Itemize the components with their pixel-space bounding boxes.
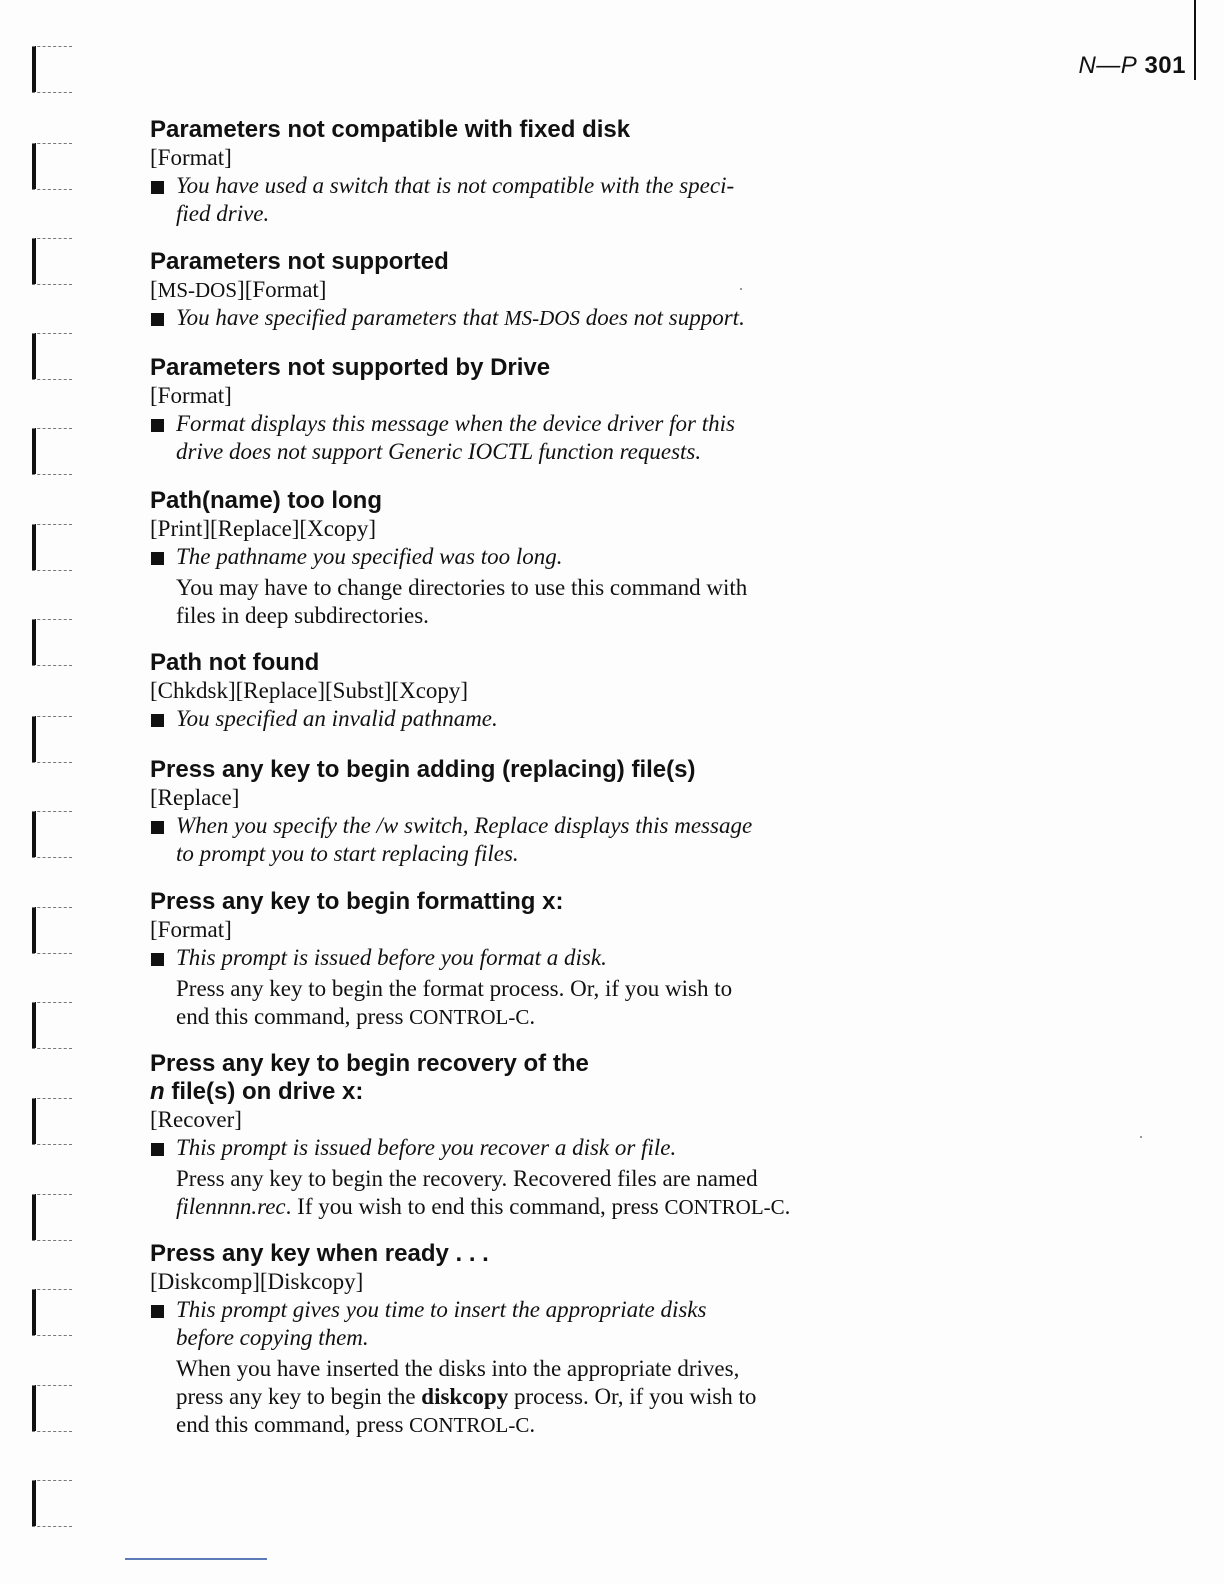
message-entry xyxy=(150,354,910,466)
message-commands: [MS-DOS][Format] xyxy=(150,277,327,302)
message-title-line2: n file(s) on drive x: xyxy=(150,1078,364,1105)
binder-mark xyxy=(28,333,76,383)
message-title: Press any key to begin adding (replacing) file(s) xyxy=(150,756,696,783)
binder-mark xyxy=(28,238,76,288)
binder-mark xyxy=(28,1385,76,1435)
page-number: 301 xyxy=(1144,52,1186,79)
binder-mark xyxy=(28,143,76,193)
binder-mark xyxy=(28,524,76,574)
message-description: This prompt is issued before you recover a disk or file. xyxy=(150,1134,910,1162)
binder-mark xyxy=(28,907,76,957)
message-commands: [Format] xyxy=(150,145,232,170)
speck xyxy=(1140,1136,1142,1138)
message-title: Parameters not compatible with fixed disk xyxy=(150,116,631,143)
message-commands: [Diskcomp][Diskcopy] xyxy=(150,1269,364,1294)
message-title: Path not found xyxy=(150,649,320,676)
bullet-square-icon xyxy=(151,552,164,565)
binder-mark xyxy=(28,1289,76,1339)
message-commands: [Recover] xyxy=(150,1107,242,1132)
binder-mark xyxy=(28,1194,76,1244)
message-description: The pathname you specified was too long. xyxy=(150,543,910,571)
bullet-square-icon xyxy=(151,313,164,326)
bullet-square-icon xyxy=(151,953,164,966)
bullet-square-icon xyxy=(151,1305,164,1318)
message-commands: [Replace] xyxy=(150,785,240,810)
message-commands: [Format] xyxy=(150,917,232,942)
message-description: When you specify the /w switch, Replace displays this message to prompt you to start replacing files. xyxy=(150,812,910,868)
binder-mark xyxy=(28,1480,76,1530)
message-title: Press any key to begin recovery of the xyxy=(150,1050,589,1077)
message-commands: [Format] xyxy=(150,383,232,408)
message-note: Press any key to begin the recovery. Recovered files are named filennnn.rec. If you wish to end this command, press CONTROL-C. xyxy=(176,1166,791,1219)
binder-mark xyxy=(28,428,76,478)
message-commands: [Chkdsk][Replace][Subst][Xcopy] xyxy=(150,678,469,703)
message-note: When you have inserted the disks into the appropriate drives, press any key to begin the diskcopy process. Or, if you wish to end this command, press CONTROL-C. xyxy=(176,1356,757,1437)
message-entry xyxy=(150,649,910,733)
message-description: Format displays this message when the device driver for this drive does not support Generic IOCTL function requests. xyxy=(150,410,910,466)
section-range: N—P xyxy=(1078,52,1138,79)
bullet-square-icon xyxy=(151,714,164,727)
binder-mark xyxy=(28,46,76,96)
message-description: This prompt gives you time to insert the appropriate disks before copying them. xyxy=(150,1296,910,1352)
message-entry xyxy=(150,756,910,868)
bullet-square-icon xyxy=(151,821,164,834)
message-note: Press any key to begin the format process. Or, if you wish to end this command, press CONTROL-C. xyxy=(176,976,733,1029)
message-title: Press any key to begin formatting x: xyxy=(150,888,564,915)
message-description: This prompt is issued before you format a disk. xyxy=(150,944,910,972)
message-title: Path(name) too long xyxy=(150,487,382,514)
message-entry xyxy=(150,888,910,1031)
binder-mark xyxy=(28,1002,76,1052)
message-title: Parameters not supported by Drive xyxy=(150,354,551,381)
page-header xyxy=(1078,52,1186,80)
footer-line xyxy=(125,1558,267,1560)
message-entry xyxy=(150,1240,910,1439)
message-note: You may have to change directories to use this command with files in deep subdirectories. xyxy=(176,575,748,628)
header-rule xyxy=(1194,0,1196,80)
binder-mark xyxy=(28,716,76,766)
message-description: You have used a switch that is not compatible with the speci- fied drive. xyxy=(150,172,910,228)
message-commands: [Print][Replace][Xcopy] xyxy=(150,516,377,541)
message-entry xyxy=(150,1050,910,1221)
bullet-square-icon xyxy=(151,181,164,194)
binder-mark xyxy=(28,1098,76,1148)
message-entry xyxy=(150,116,910,228)
message-title: Press any key when ready . . . xyxy=(150,1240,489,1267)
binder-mark xyxy=(28,811,76,861)
message-description: You specified an invalid pathname. xyxy=(150,705,910,733)
message-entry xyxy=(150,487,910,630)
message-description: You have specified parameters that MS-DOS does not support. xyxy=(150,304,910,332)
binder-mark xyxy=(28,619,76,669)
bullet-square-icon xyxy=(151,419,164,432)
message-title: Parameters not supported xyxy=(150,248,449,275)
bullet-square-icon xyxy=(151,1143,164,1156)
speck xyxy=(740,288,742,290)
message-entry xyxy=(150,248,910,332)
